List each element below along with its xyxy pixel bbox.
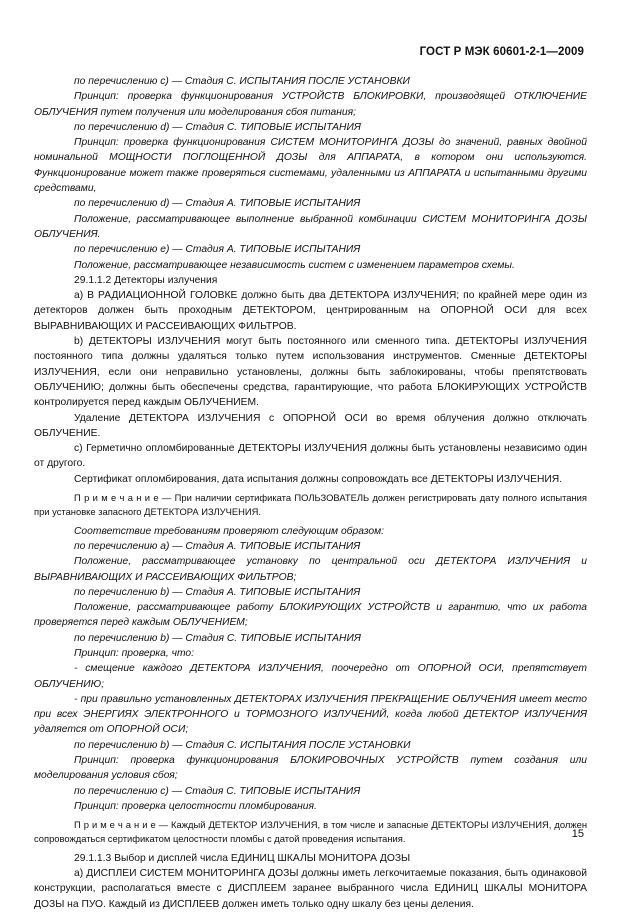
document-body [34, 74, 587, 912]
paragraph: Положение, рассматривающее независимость систем с изменением параметров схемы. [74, 259, 515, 271]
paragraph: Принцип: проверка целостности пломбирования. [74, 800, 317, 812]
paragraph: Положение, рассматривающее выполнение выбранной комбинации СИСТЕМ МОНИТОРИНГА ДОЗЫ ОБЛУЧЕНИЯ. [34, 213, 587, 240]
paragraph: по перечислению а) — Стадия А. ТИПОВЫЕ ИСПЫТАНИЯ [74, 540, 361, 552]
page-number: 15 [571, 828, 584, 840]
paragraph: Принцип: проверка, что: [74, 647, 194, 659]
standard-header: ГОСТ Р МЭК 60601-2-1—2009 [419, 46, 584, 58]
paragraph: Принцип: проверка функционирования СИСТЕМ МОНИТОРИНГА ДОЗЫ до значений, равных двойной номинальной МОЩНОСТИ ПОГЛОЩЕННОЙ ДОЗЫ для АППАРАТА, в котором они используются. Функционирование может также проверяться системами, удаленными из АППАРАТА и испытанными другими средствами, [34, 137, 587, 195]
paragraph: b) ДЕТЕКТОРЫ ИЗЛУЧЕНИЯ могут быть постоянного или сменного типа. ДЕТЕКТОРЫ ИЗЛУЧЕНИЯ постоянного типа должны удаляться только путем использования инструментов. Сменные ДЕТЕКТОРЫ ИЗЛУЧЕНИЯ, если они неправильно установлены, должны быть заблокированы, чтобы препятствовать ОБЛУЧЕНИЮ; должны быть обеспечены средства, гарантирующие, что работа БЛОКИРУЮЩИХ УСТРОЙСТВ контролируется перед каждым ОБЛУЧЕНИЕМ. [34, 336, 587, 409]
paragraph: по перечислению d) — Стадия А. ТИПОВЫЕ ИСПЫТАНИЯ [74, 198, 361, 210]
section-heading: 29.1.1.3 Выбор и дисплей числа ЕДИНИЦ ШКАЛЫ МОНИТОРА ДОЗЫ [74, 852, 411, 864]
paragraph: - при правильно установленных ДЕТЕКТОРАХ ИЗЛУЧЕНИЯ ПРЕКРАЩЕНИЕ ОБЛУЧЕНИЯ имеет место при всех ЭНЕРГИЯХ ЭЛЕКТРОННОГО и ТОРМОЗНОГО ИЗЛУЧЕНИЙ, когда любой ДЕТЕКТОР ИЗЛУЧЕНИЯ удаляется от ОПОРНОЙ ОСИ; [34, 693, 587, 736]
paragraph: по перечислению с) — Стадия С. ИСПЫТАНИЯ ПОСЛЕ УСТАНОВКИ [74, 76, 410, 87]
paragraph: Положение, рассматривающее установку по центральной оси ДЕТЕКТОРА ИЗЛУЧЕНИЯ и ВЫРАВНИВАЮЩИХ И РАССЕИВАЮЩИХ ФИЛЬТРОВ; [34, 556, 587, 583]
paragraph: Положение, рассматривающее работу БЛОКИРУЮЩИХ УСТРОЙСТВ и гарантию, что их работа проверяется перед каждым ОБЛУЧЕНИЕМ; [34, 602, 587, 629]
section-heading: 29.1.1.2 Детекторы излучения [74, 274, 218, 286]
paragraph: по перечислению b) — Стадия С. ИСПЫТАНИЯ ПОСЛЕ УСТАНОВКИ [74, 739, 411, 751]
paragraph: а) В РАДИАЦИОННОЙ ГОЛОВКЕ должно быть два ДЕТЕКТОРА ИЗЛУЧЕНИЯ; по крайней мере один из детекторов должен быть проходным ДЕТЕКТОРОМ, центрированным на ОПОРНОЙ ОСИ для всех ВЫРАВНИВАЮЩИХ И РАССЕИВАЮЩИХ ФИЛЬТРОВ. [34, 290, 587, 332]
paragraph: по перечислению е) — Стадия А. ТИПОВЫЕ ИСПЫТАНИЯ [74, 244, 361, 256]
paragraph: а) ДИСПЛЕИ СИСТЕМ МОНИТОРИНГА ДОЗЫ должны иметь легкочитаемые показания, быть одинаковой конструкции, располагаться вместе с ДИСПЛЕЕМ заранее выбранного числа ЕДИНИЦ ШКАЛЫ МОНИТОРА ДОЗЫ на ПУО. Каждый из ДИСПЛЕЕВ должен иметь только одну шкалу без цены деления. [34, 868, 587, 910]
paragraph: Принцип: проверка функционирования УСТРОЙСТВ БЛОКИРОВКИ, производящей ОТКЛЮЧЕНИЕ ОБЛУЧЕНИЯ путем получения или моделирования сбоя питания; [34, 91, 587, 118]
paragraph: по перечислению b) — Стадия А. ТИПОВЫЕ ИСПЫТАНИЯ [74, 586, 361, 598]
paragraph: по перечислению b) — Стадия С. ТИПОВЫЕ ИСПЫТАНИЯ [74, 632, 361, 644]
paragraph: с) Герметично опломбированные ДЕТЕКТОРЫ ИЗЛУЧЕНИЯ должны быть установлены независимо один от другого. [34, 443, 587, 470]
paragraph: по перечислению d) — Стадия С. ТИПОВЫЕ ИСПЫТАНИЯ [74, 121, 361, 133]
paragraph: Принцип: проверка функционирования БЛОКИРОВОЧНЫХ УСТРОЙСТВ путем создания или моделирования условия сбоя; [34, 755, 587, 782]
paragraph: - смещение каждого ДЕТЕКТОРА ИЗЛУЧЕНИЯ, поочередно от ОПОРНОЙ ОСИ, препятствует ОБЛУЧЕНИЮ; [34, 663, 587, 690]
paragraph: Удаление ДЕТЕКТОРА ИЗЛУЧЕНИЯ с ОПОРНОЙ ОСИ во время облучения должно отключать ОБЛУЧЕНИЕ. [34, 412, 587, 439]
paragraph: Сертификат опломбирования, дата испытания должны сопровождать все ДЕТЕКТОРЫ ИЗЛУЧЕНИЯ. [74, 473, 563, 485]
paragraph: Соответствие требованиям проверяют следующим образом: [74, 525, 385, 537]
note: П р и м е ч а н и е — Каждый ДЕТЕКТОР ИЗЛУЧЕНИЯ, в том числе и запасные ДЕТЕКТОРЫ ИЗЛУЧЕНИЯ, должен сопровождаться сертификатом целостности пломбы с датой проведения испытания. [34, 819, 587, 845]
paragraph: по перечислению с) — Стадия С. ТИПОВЫЕ ИСПЫТАНИЯ [74, 785, 361, 797]
note: П р и м е ч а н и е — При наличии сертификата ПОЛЬЗОВАТЕЛЬ должен регистрировать дату полного испытания при установке запасного ДЕТЕКТОРА ИЗЛУЧЕНИЯ. [34, 492, 587, 517]
